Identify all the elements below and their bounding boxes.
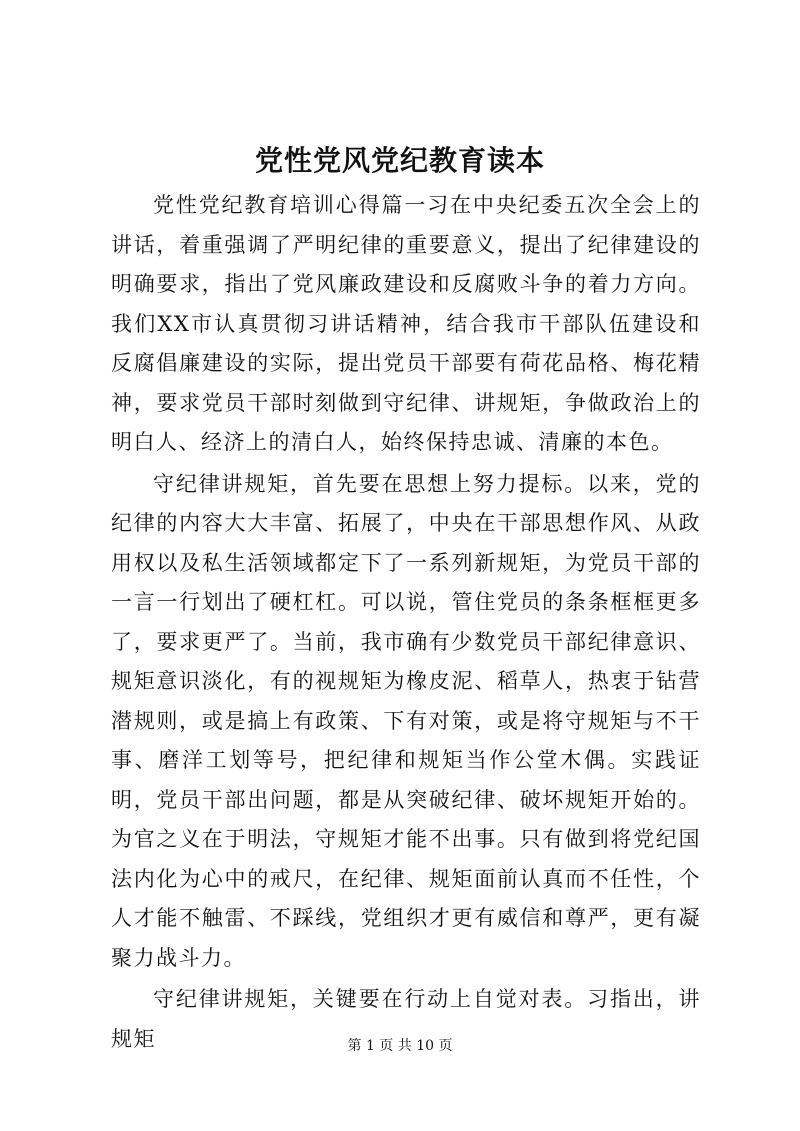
paragraph-2: 守纪律讲规矩，首先要在思想上努力提标。以来，党的纪律的内容大大丰富、拓展了，中央在干部思想作风、从政用权以及私生活领域都定下了一系列新规矩，为党员干部的一言一行划出了硬杠杠。可以说，管住党员的条条框框更多了，要求更严了。当前，我市确有少数党员干部纪律意识、规矩意识淡化，有的视规矩为橡皮泥、稻草人，热衷于钻营潜规则，或是搞上有政策、下有对策，或是将守规矩与不干事、磨洋工划等号，把纪律和规矩当作公堂木偶。实践证明，党员干部出问题，都是从突破纪律、破坏规矩开始的。为官之义在于明法，守规矩才能不出事。只有做到将党纪国法内化为心中的戒尺，在纪律、规矩面前认真而不任性，个人才能不触雷、不踩线，党组织才更有威信和尊严，更有凝聚力战斗力。: [111, 471, 701, 970]
paragraph-1: 党性党纪教育培训心得篇一习在中央纪委五次全会上的讲话，着重强调了严明纪律的重要意义，提出了纪律建设的明确要求，指出了党风廉政建设和反腐败斗争的着力方向。我们XX市认真贯彻习讲话精神，结合我市干部队伍建设和反腐倡廉建设的实际，提出党员干部要有荷花品格、梅花精神，要求党员干部时刻做到守纪律、讲规矩，争做政治上的明白人、经济上的清白人，始终保持忠诚、清廉的本色。: [111, 193, 701, 454]
document-body: [111, 186, 701, 1061]
page-footer: 第 1 页 共 10 页: [347, 1038, 453, 1054]
paragraph-3: 守纪律讲规矩，关键要在行动上自觉对表。习指出，讲规矩: [111, 987, 701, 1051]
document-title: 党性党风党纪教育读本: [254, 144, 545, 177]
